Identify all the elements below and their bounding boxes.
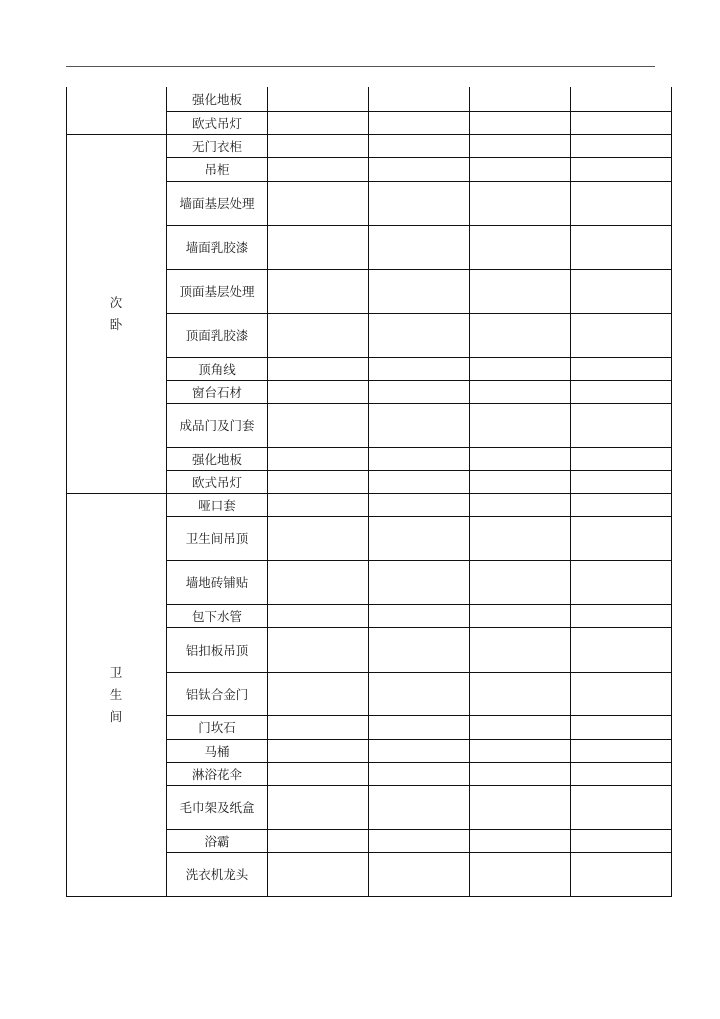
item-cell: 墙地砖铺贴 [167, 560, 268, 604]
item-cell: 成品门及门套 [167, 403, 268, 447]
blank-cell [268, 313, 369, 357]
blank-cell [369, 715, 470, 739]
header-rule [66, 66, 655, 67]
blank-cell [369, 516, 470, 560]
item-cell: 吊柜 [167, 157, 268, 181]
item-cell: 淋浴花伞 [167, 762, 268, 785]
item-cell: 墙面基层处理 [167, 181, 268, 225]
blank-cell [470, 225, 571, 269]
blank-cell [369, 380, 470, 403]
item-cell: 顶角线 [167, 357, 268, 380]
blank-cell [571, 560, 672, 604]
blank-cell [470, 403, 571, 447]
room-name-char: 卧 [109, 316, 124, 332]
blank-cell [470, 470, 571, 493]
blank-cell [268, 87, 369, 111]
item-cell: 墙面乳胶漆 [167, 225, 268, 269]
blank-cell [268, 269, 369, 313]
blank-cell [268, 785, 369, 829]
item-cell: 强化地板 [167, 447, 268, 470]
blank-cell [369, 269, 470, 313]
item-cell: 浴霸 [167, 829, 268, 852]
blank-cell [369, 627, 470, 672]
blank-cell [470, 560, 571, 604]
blank-cell [268, 516, 369, 560]
blank-cell [369, 852, 470, 896]
blank-cell [268, 134, 369, 157]
table-row [67, 493, 672, 516]
blank-cell [571, 672, 672, 715]
blank-cell [571, 111, 672, 134]
blank-cell [268, 157, 369, 181]
blank-cell [369, 181, 470, 225]
item-cell: 门坎石 [167, 715, 268, 739]
blank-cell [571, 516, 672, 560]
blank-cell [369, 560, 470, 604]
item-cell: 哑口套 [167, 493, 268, 516]
blank-cell [571, 157, 672, 181]
item-cell: 顶面乳胶漆 [167, 313, 268, 357]
blank-cell [268, 470, 369, 493]
table-row [67, 134, 672, 157]
blank-cell [470, 627, 571, 672]
room-name-char: 次 [109, 294, 124, 310]
blank-cell [369, 87, 470, 111]
blank-cell [369, 403, 470, 447]
item-cell: 强化地板 [167, 87, 268, 111]
item-cell: 无门衣柜 [167, 134, 268, 157]
blank-cell [470, 829, 571, 852]
blank-cell [369, 785, 470, 829]
item-cell: 铝扣板吊顶 [167, 627, 268, 672]
item-cell: 欧式吊灯 [167, 470, 268, 493]
blank-cell [571, 357, 672, 380]
blank-cell [571, 313, 672, 357]
blank-cell [470, 157, 571, 181]
blank-cell [470, 181, 571, 225]
item-cell: 洗衣机龙头 [167, 852, 268, 896]
blank-cell [268, 739, 369, 762]
blank-cell [470, 785, 571, 829]
room-cell-bathroom [67, 493, 167, 896]
blank-cell [268, 181, 369, 225]
blank-cell [571, 829, 672, 852]
blank-cell [268, 493, 369, 516]
blank-cell [470, 111, 571, 134]
blank-cell [470, 852, 571, 896]
blank-cell [470, 269, 571, 313]
room-name-char: 生 [109, 686, 124, 702]
blank-cell [369, 111, 470, 134]
room-name-char: 卫 [109, 664, 124, 680]
blank-cell [268, 447, 369, 470]
blank-cell [268, 357, 369, 380]
blank-cell [470, 380, 571, 403]
blank-cell [369, 604, 470, 627]
blank-cell [571, 447, 672, 470]
blank-cell [571, 470, 672, 493]
blank-cell [369, 672, 470, 715]
blank-cell [571, 403, 672, 447]
item-cell: 包下水管 [167, 604, 268, 627]
blank-cell [369, 313, 470, 357]
item-cell: 铝钛合金门 [167, 672, 268, 715]
blank-cell [571, 225, 672, 269]
blank-cell [470, 739, 571, 762]
blank-cell [470, 516, 571, 560]
blank-cell [268, 715, 369, 739]
blank-cell [268, 762, 369, 785]
blank-cell [369, 762, 470, 785]
blank-cell [470, 672, 571, 715]
blank-cell [571, 493, 672, 516]
blank-cell [369, 470, 470, 493]
blank-cell [470, 134, 571, 157]
blank-cell [268, 111, 369, 134]
blank-cell [268, 672, 369, 715]
blank-cell [268, 403, 369, 447]
blank-cell [571, 627, 672, 672]
blank-cell [571, 852, 672, 896]
room-cell-continued [67, 87, 167, 134]
blank-cell [369, 493, 470, 516]
item-cell: 马桶 [167, 739, 268, 762]
blank-cell [571, 269, 672, 313]
materials-table [66, 87, 672, 897]
room-cell-second-bedroom [67, 134, 167, 493]
blank-cell [571, 762, 672, 785]
blank-cell [268, 852, 369, 896]
blank-cell [369, 134, 470, 157]
blank-cell [571, 87, 672, 111]
blank-cell [369, 739, 470, 762]
item-cell: 窗台石材 [167, 380, 268, 403]
blank-cell [268, 380, 369, 403]
blank-cell [571, 181, 672, 225]
blank-cell [470, 493, 571, 516]
blank-cell [470, 604, 571, 627]
room-name-char: 间 [109, 708, 124, 724]
blank-cell [470, 313, 571, 357]
blank-cell [369, 157, 470, 181]
blank-cell [268, 627, 369, 672]
blank-cell [571, 134, 672, 157]
item-cell: 卫生间吊顶 [167, 516, 268, 560]
table-row [67, 87, 672, 111]
blank-cell [470, 87, 571, 111]
blank-cell [571, 739, 672, 762]
blank-cell [470, 762, 571, 785]
blank-cell [268, 225, 369, 269]
blank-cell [369, 225, 470, 269]
blank-cell [470, 715, 571, 739]
blank-cell [470, 447, 571, 470]
blank-cell [470, 357, 571, 380]
blank-cell [268, 604, 369, 627]
item-cell: 顶面基层处理 [167, 269, 268, 313]
blank-cell [268, 560, 369, 604]
blank-cell [369, 447, 470, 470]
item-cell: 欧式吊灯 [167, 111, 268, 134]
blank-cell [268, 829, 369, 852]
blank-cell [571, 785, 672, 829]
blank-cell [369, 357, 470, 380]
blank-cell [369, 829, 470, 852]
blank-cell [571, 604, 672, 627]
item-cell: 毛巾架及纸盒 [167, 785, 268, 829]
blank-cell [571, 380, 672, 403]
blank-cell [571, 715, 672, 739]
